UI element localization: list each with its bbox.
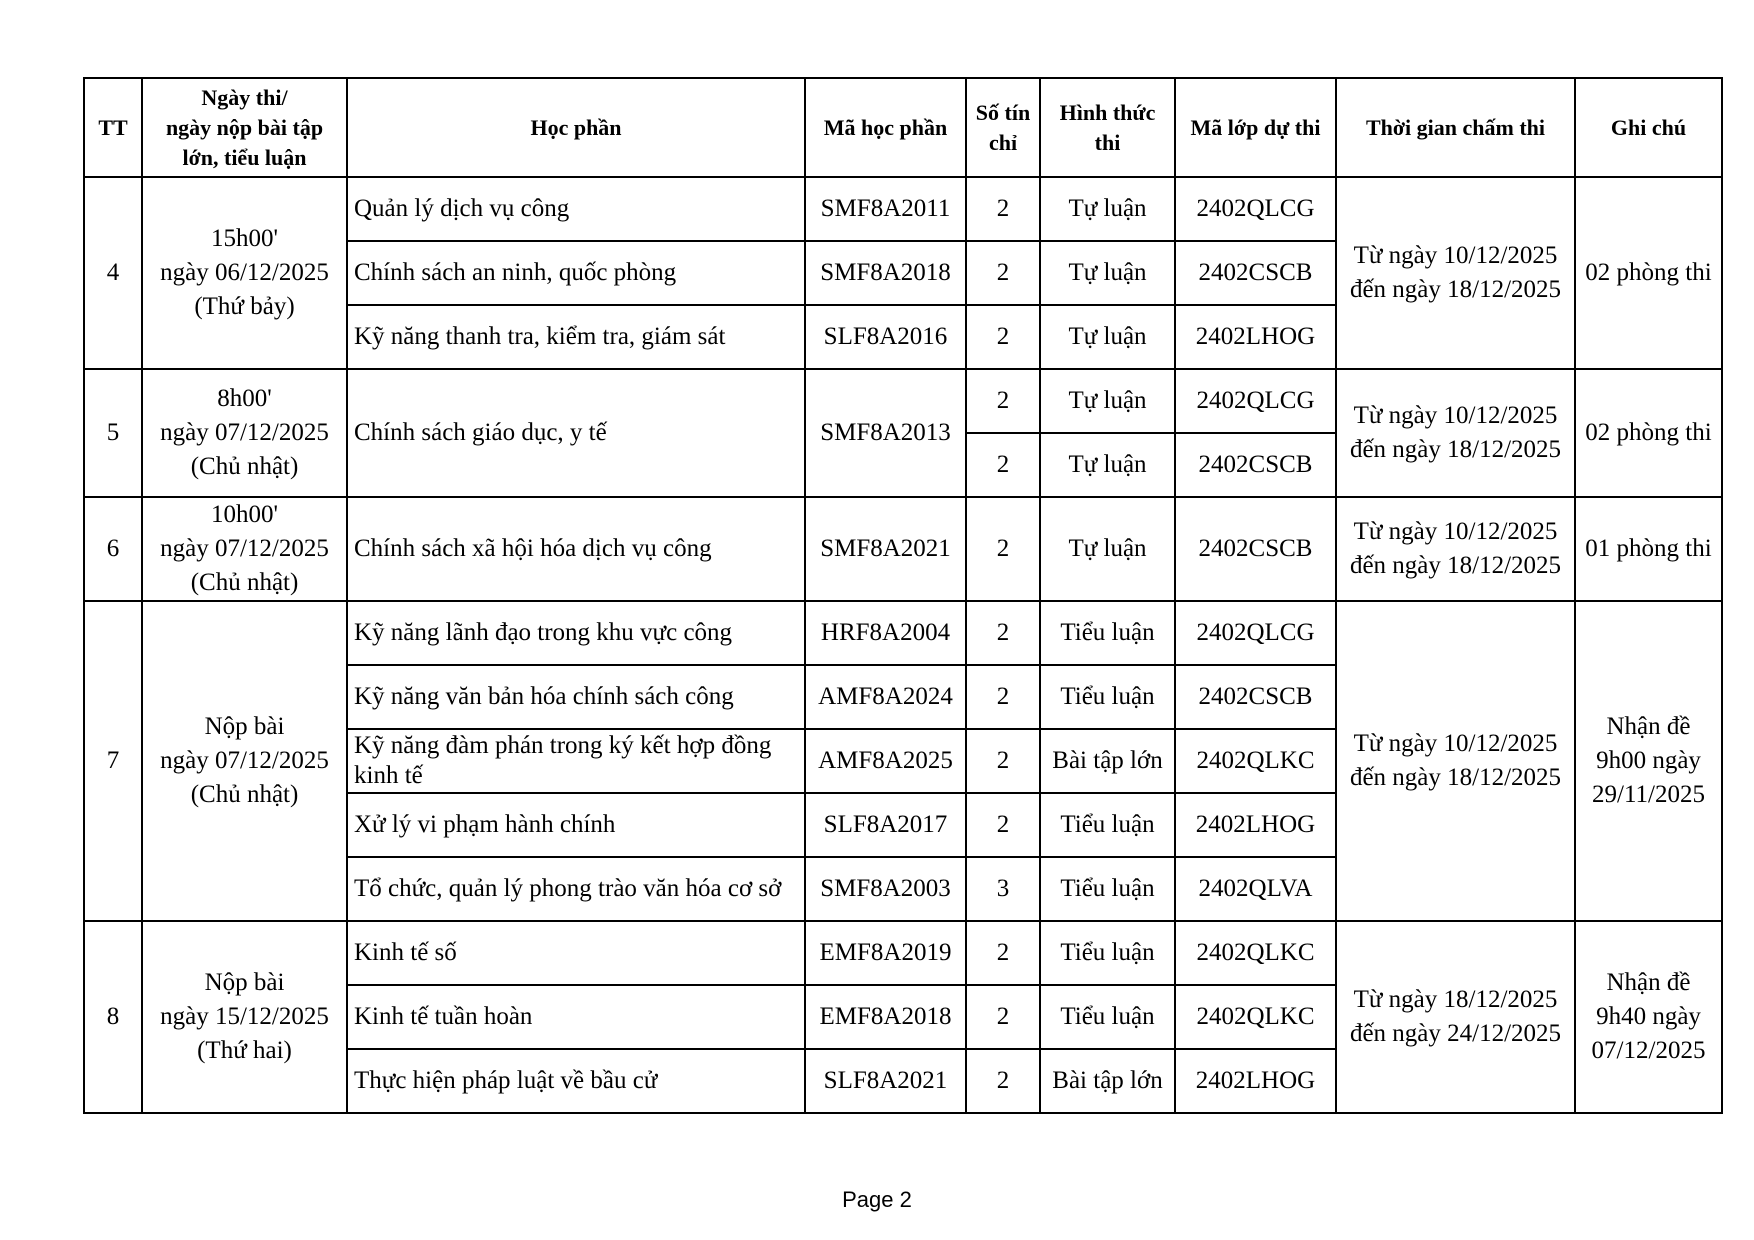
header-credits-line: Số tín [975,99,1031,125]
exam-date-line: (Thứ hai) [197,1037,292,1064]
grading-line: đến ngày 18/12/2025 [1349,552,1562,579]
exam-form: Tiểu luận [1040,665,1175,729]
exam-date-line: Nộp bài [204,713,285,740]
header-date-line: ngày nộp bài tập [165,114,324,140]
note-line: Nhận đề [1606,969,1691,996]
header-form [1040,78,1175,177]
header-code: Mã học phần [805,78,966,177]
row-tt: 4 [84,177,142,369]
exam-form: Tự luận [1040,177,1175,241]
credits: 3 [966,857,1040,921]
table-row [84,601,1722,665]
exam-class: 2402CSCB [1175,497,1336,601]
course-code: SMF8A2013 [805,369,966,497]
course-name: Kinh tế số [347,921,805,985]
course-name: Chính sách xã hội hóa dịch vụ công [347,497,805,601]
grading-line: Từ ngày 18/12/2025 [1353,986,1558,1013]
course-code: AMF8A2025 [805,729,966,793]
exam-date-line: Nộp bài [204,969,285,996]
credits: 2 [966,1049,1040,1113]
course-code: EMF8A2018 [805,985,966,1049]
exam-class: 2402CSCB [1175,433,1336,497]
grading-period [1336,601,1575,921]
exam-date [142,601,347,921]
grading-period [1336,177,1575,369]
note [1575,177,1722,369]
row-tt: 8 [84,921,142,1113]
course-name: Tổ chức, quản lý phong trào văn hóa cơ sở [347,857,805,921]
course-code: SMF8A2021 [805,497,966,601]
exam-form: Tiểu luận [1040,601,1175,665]
exam-date-line: (Chủ nhật) [190,453,299,480]
course-code: HRF8A2004 [805,601,966,665]
page-number: Page 2 [842,1187,912,1212]
grading-line: đến ngày 18/12/2025 [1349,436,1562,463]
note-line: 01 phòng thi [1585,535,1712,562]
credits: 2 [966,921,1040,985]
credits: 2 [966,305,1040,369]
course-code: SMF8A2003 [805,857,966,921]
grading-line: đến ngày 24/12/2025 [1349,1020,1562,1047]
course-code: SLF8A2016 [805,305,966,369]
header-form-line: Hình thức [1059,99,1156,125]
exam-class: 2402QLCG [1175,369,1336,433]
exam-class: 2402LHOG [1175,1049,1336,1113]
note-line: 07/12/2025 [1591,1037,1706,1064]
course-code: SMF8A2018 [805,241,966,305]
credits: 2 [966,665,1040,729]
exam-class: 2402CSCB [1175,241,1336,305]
course-name: Kỹ năng văn bản hóa chính sách công [347,665,805,729]
header-tt: TT [84,78,142,177]
grading-period [1336,497,1575,601]
grading-line: Từ ngày 10/12/2025 [1353,242,1558,269]
exam-form: Tiểu luận [1040,857,1175,921]
header-form-line: thi [1094,129,1121,155]
table-row [84,369,1722,433]
course-name: Chính sách giáo dục, y tế [347,369,805,497]
course-code: SMF8A2011 [805,177,966,241]
note-line: 29/11/2025 [1592,781,1705,808]
course-name: Kỹ năng lãnh đạo trong khu vực công [347,601,805,665]
exam-form: Tự luận [1040,369,1175,433]
exam-date-line: ngày 07/12/2025 [160,419,329,446]
exam-date [142,497,347,601]
note-line: 9h00 ngày [1596,747,1701,774]
exam-class: 2402CSCB [1175,665,1336,729]
course-code: SLF8A2021 [805,1049,966,1113]
exam-class: 2402QLCG [1175,177,1336,241]
exam-form: Bài tập lớn [1040,1049,1175,1113]
table-row [84,177,1722,241]
credits: 2 [966,601,1040,665]
exam-date-line: ngày 07/12/2025 [160,535,329,562]
exam-form: Tự luận [1040,305,1175,369]
course-name: Kỹ năng thanh tra, kiểm tra, giám sát [347,305,805,369]
exam-class: 2402QLCG [1175,601,1336,665]
course-name: Quản lý dịch vụ công [347,177,805,241]
exam-date-line: 15h00' [210,225,278,252]
exam-form: Tiểu luận [1040,793,1175,857]
exam-form: Bài tập lớn [1040,729,1175,793]
exam-form: Tiểu luận [1040,921,1175,985]
exam-date-line: (Thứ bảy) [194,293,295,320]
course-name: Thực hiện pháp luật về bầu cử [347,1049,805,1113]
exam-date-line: ngày 07/12/2025 [160,747,329,774]
exam-class: 2402LHOG [1175,305,1336,369]
note [1575,497,1722,601]
exam-date [142,921,347,1113]
row-tt: 5 [84,369,142,497]
exam-class: 2402QLVA [1175,857,1336,921]
exam-date-line: 8h00' [217,385,272,412]
note-line: 9h40 ngày [1596,1003,1701,1030]
note-line: 02 phòng thi [1585,259,1712,286]
credits: 2 [966,729,1040,793]
header-row [84,78,1722,177]
course-code: EMF8A2019 [805,921,966,985]
header-note: Ghi chú [1575,78,1722,177]
credits: 2 [966,369,1040,433]
header-date [142,78,347,177]
header-course: Học phần [347,78,805,177]
grading-line: đến ngày 18/12/2025 [1349,764,1562,791]
header-class: Mã lớp dự thi [1175,78,1336,177]
course-code: SLF8A2017 [805,793,966,857]
header-grading: Thời gian chấm thi [1336,78,1575,177]
row-tt: 7 [84,601,142,921]
credits: 2 [966,497,1040,601]
exam-date-line: (Chủ nhật) [190,569,299,596]
exam-date-line: (Chủ nhật) [190,781,299,808]
grading-period [1336,921,1575,1113]
table-row [84,497,1722,601]
header-date-line: lớn, tiểu luận [182,144,307,170]
exam-schedule-table [83,77,1723,1114]
grading-period [1336,369,1575,497]
note-line: Nhận đề [1606,713,1691,740]
exam-date-line: ngày 15/12/2025 [160,1003,329,1030]
table-row [84,921,1722,985]
exam-date-line: 10h00' [210,501,278,528]
course-code: AMF8A2024 [805,665,966,729]
exam-form: Tiểu luận [1040,985,1175,1049]
course-name: Xử lý vi phạm hành chính [347,793,805,857]
exam-date [142,177,347,369]
exam-class: 2402LHOG [1175,793,1336,857]
credits: 2 [966,793,1040,857]
grading-line: đến ngày 18/12/2025 [1349,276,1562,303]
grading-line: Từ ngày 10/12/2025 [1353,402,1558,429]
exam-form: Tự luận [1040,497,1175,601]
note [1575,601,1722,921]
exam-class: 2402QLKC [1175,921,1336,985]
grading-line: Từ ngày 10/12/2025 [1353,730,1558,757]
exam-class: 2402QLKC [1175,985,1336,1049]
row-tt: 6 [84,497,142,601]
credits: 2 [966,241,1040,305]
exam-form: Tự luận [1040,241,1175,305]
exam-form: Tự luận [1040,433,1175,497]
header-credits [966,78,1040,177]
exam-date-line: ngày 06/12/2025 [160,259,329,286]
credits: 2 [966,985,1040,1049]
exam-date [142,369,347,497]
note [1575,369,1722,497]
credits: 2 [966,177,1040,241]
exam-class: 2402QLKC [1175,729,1336,793]
course-name: Kỹ năng đàm phán trong ký kết hợp đồng kinh tế [347,729,805,793]
course-name: Kinh tế tuần hoàn [347,985,805,1049]
note [1575,921,1722,1113]
note-line: 02 phòng thi [1585,419,1712,446]
grading-line: Từ ngày 10/12/2025 [1353,518,1558,545]
header-credits-line: chỉ [988,129,1018,155]
course-name: Chính sách an ninh, quốc phòng [347,241,805,305]
header-date-line: Ngày thi/ [201,84,288,110]
credits: 2 [966,433,1040,497]
